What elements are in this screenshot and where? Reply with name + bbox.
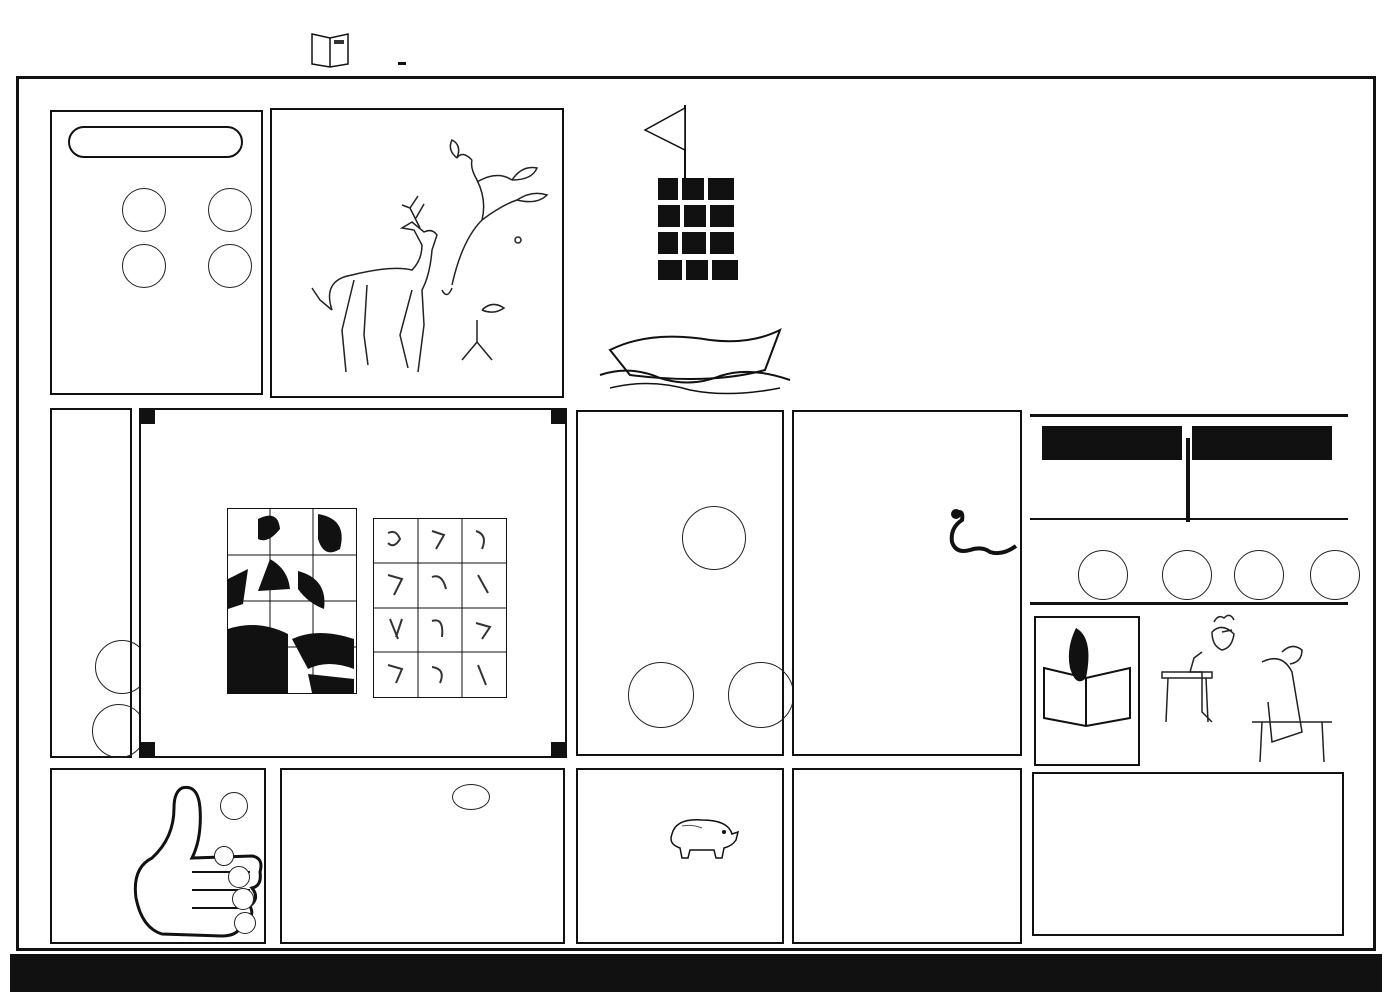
zodiac-grid xyxy=(373,518,507,698)
deer-picture xyxy=(270,108,564,398)
this-issue-number-2 xyxy=(1162,550,1212,600)
footer-bar xyxy=(10,954,1382,992)
recommend-box xyxy=(50,768,266,944)
tab-this-issue-2 xyxy=(1192,426,1332,460)
special-puzzle-box xyxy=(139,408,567,758)
border-left xyxy=(20,86,46,946)
predict-number-3 xyxy=(122,244,166,288)
cold-number-2 xyxy=(92,704,146,758)
lucky-zodiac-box xyxy=(576,768,784,944)
dan-number xyxy=(682,506,746,570)
explain-picture xyxy=(1034,616,1140,766)
header-dash xyxy=(398,62,406,65)
boat-area xyxy=(590,90,800,400)
snake-icon xyxy=(940,506,1020,562)
rules-note xyxy=(1036,256,1196,406)
recommend-number-2 xyxy=(214,846,234,866)
book-icon xyxy=(310,30,350,68)
book-hand-illustration xyxy=(1036,618,1138,728)
mystery-box xyxy=(792,768,1022,944)
this-issue-number-1 xyxy=(1078,550,1128,600)
this-issue-number-3 xyxy=(1234,550,1284,600)
dan-tuo-box xyxy=(576,410,784,756)
border-right xyxy=(1345,86,1371,946)
boat-illustration xyxy=(590,90,800,400)
recommend-number-1 xyxy=(220,792,248,820)
scholar-illustration xyxy=(1142,612,1342,768)
predict-number-1 xyxy=(122,188,166,232)
this-code-number xyxy=(452,784,490,810)
scholar-picture xyxy=(1142,612,1342,768)
predict-title xyxy=(68,126,243,158)
this-issue-number-4 xyxy=(1310,550,1360,600)
recommend-number-5 xyxy=(234,912,256,934)
this-issue-area xyxy=(1030,414,1348,604)
tab-this-issue-1 xyxy=(1042,426,1182,460)
pig-icon xyxy=(662,810,742,860)
recommend-number-3 xyxy=(228,866,250,888)
predict-number-2 xyxy=(208,188,252,232)
puzzle-grid xyxy=(227,508,357,694)
tuo-number-2 xyxy=(728,662,794,728)
treasure-box xyxy=(1032,772,1344,936)
lucky-box xyxy=(792,410,1022,756)
this-code-box xyxy=(280,768,565,944)
predict-number-4 xyxy=(208,244,252,288)
recommend-number-4 xyxy=(232,888,254,910)
predict-box xyxy=(50,110,263,395)
deer-illustration xyxy=(272,110,562,396)
tuo-number-1 xyxy=(628,662,694,728)
